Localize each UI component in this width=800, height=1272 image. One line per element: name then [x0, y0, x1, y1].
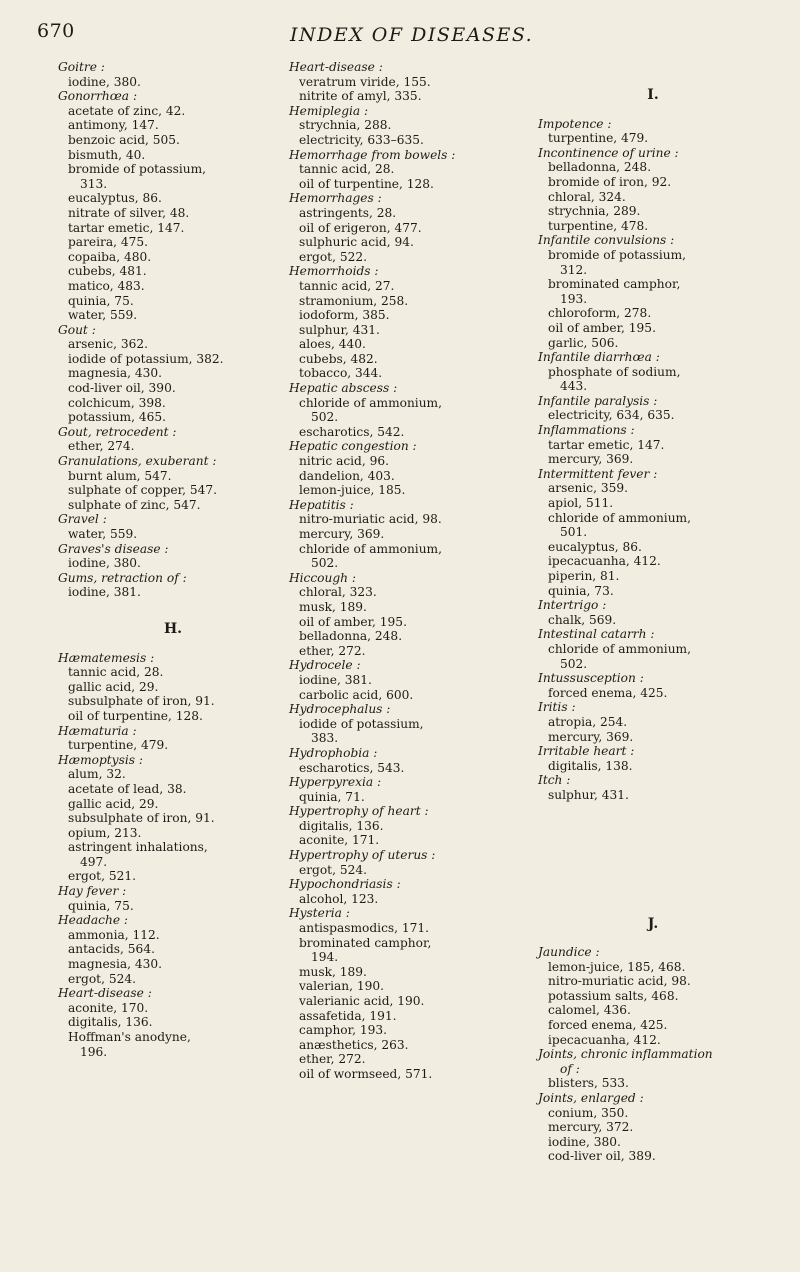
index-entry: aconite, 170.	[68, 1000, 149, 1015]
index-entry: tannic acid, 27.	[299, 278, 395, 293]
index-entry: antacids, 564.	[68, 942, 155, 957]
index-entry: forced enema, 425.	[548, 685, 668, 700]
index-heading: Hay fever :	[58, 884, 127, 899]
index-heading: Incontinence of urine :	[538, 145, 679, 160]
index-heading: Hypochondriasis :	[289, 877, 401, 892]
index-entry: ergot, 522.	[299, 249, 367, 264]
index-entry-continued: 194.	[311, 950, 339, 965]
index-entry: cubebs, 482.	[299, 351, 378, 366]
index-entry: apiol, 511.	[548, 496, 614, 511]
index-entry: musk, 189.	[299, 599, 367, 614]
index-entry-continued: 501.	[560, 525, 588, 540]
index-entry: ether, 272.	[299, 1052, 366, 1067]
index-heading: Infantile paralysis :	[538, 393, 658, 408]
index-entry: nitrite of amyl, 335.	[299, 89, 422, 104]
index-entry: matico, 483.	[68, 278, 145, 293]
index-entry: atropia, 254.	[548, 714, 628, 729]
index-column-3	[538, 60, 768, 1164]
index-heading: Heart-disease :	[289, 60, 383, 74]
index-entry: digitalis, 136.	[68, 1015, 153, 1030]
running-head: INDEX OF DISEASES.	[290, 24, 534, 46]
index-entry: dandelion, 403.	[299, 468, 395, 483]
index-entry: chloroform, 278.	[548, 306, 652, 321]
index-entry: colchicum, 398.	[68, 395, 166, 410]
index-entry: cod-liver oil, 390.	[68, 381, 176, 396]
index-entry-continued: 443.	[560, 379, 588, 394]
index-entry: iodine, 381.	[68, 585, 141, 600]
index-entry: sulphur, 431.	[299, 322, 380, 337]
index-entry: ammonia, 112.	[68, 927, 160, 942]
index-heading: Itch :	[538, 773, 571, 788]
index-heading: Hydrophobia :	[289, 745, 378, 760]
index-heading: Hepatic congestion :	[289, 439, 417, 454]
index-entry: iodine, 380.	[548, 1134, 621, 1149]
index-entry: tartar emetic, 147.	[548, 437, 665, 452]
index-entry-continued: 497.	[80, 854, 108, 869]
index-heading: Hiccough :	[289, 570, 356, 585]
index-entry: bromide of iron, 92.	[548, 174, 672, 189]
index-entry: acetate of lead, 38.	[68, 781, 187, 796]
index-heading: Hemorrhoids :	[289, 264, 379, 279]
index-heading: Hemorrhages :	[289, 191, 382, 206]
index-entry: potassium, 465.	[68, 410, 166, 425]
index-entry: veratrum viride, 155.	[299, 74, 431, 89]
index-entry: oil of amber, 195.	[299, 614, 407, 629]
index-heading: Hæmatemesis :	[58, 650, 155, 665]
index-heading: Hepatic abscess :	[289, 381, 398, 396]
index-entry: arsenic, 359.	[548, 481, 629, 496]
index-heading: Hemorrhage from bowels :	[289, 147, 456, 162]
section-letter: J.	[647, 915, 659, 932]
index-entry: forced enema, 425.	[548, 1018, 668, 1033]
index-entry: electricity, 634, 635.	[548, 408, 675, 423]
index-entry: lemon-juice, 185.	[299, 483, 406, 498]
index-entry-continued: 313.	[80, 176, 108, 191]
index-heading: Intestinal catarrh :	[538, 627, 655, 642]
index-entry: tannic acid, 28.	[299, 162, 395, 177]
index-entry: brominated camphor,	[548, 277, 681, 292]
index-entry-continued: 193.	[560, 291, 588, 306]
index-entry: subsulphate of iron, 91.	[68, 811, 215, 826]
index-entry: astringent inhalations,	[68, 840, 208, 855]
index-entry: bromide of potassium,	[68, 162, 207, 177]
index-heading: Hæmaturia :	[58, 723, 137, 738]
index-entry: iodoform, 385.	[299, 308, 390, 323]
index-entry: chloral, 324.	[548, 189, 626, 204]
index-heading: Impotence :	[538, 116, 612, 131]
index-entry: ether, 274.	[68, 439, 135, 454]
index-entry: nitro-muriatic acid, 98.	[548, 974, 691, 989]
index-entry: water, 559.	[68, 527, 138, 541]
index-entry: conium, 350.	[548, 1105, 629, 1120]
index-entry: ergot, 524.	[68, 971, 136, 986]
index-entry: chloral, 323.	[299, 585, 377, 600]
index-heading: Intussusception :	[538, 671, 644, 686]
index-heading: Hemiplegia :	[289, 103, 369, 118]
index-entry: garlic, 506.	[548, 335, 619, 350]
index-entry: water, 559.	[68, 308, 138, 323]
index-entry: nitrate of silver, 48.	[68, 205, 190, 220]
index-entry-continued: 502.	[560, 656, 588, 671]
index-entry: valerianic acid, 190.	[299, 994, 425, 1008]
index-entry: aconite, 171.	[299, 833, 380, 848]
index-entry: tobacco, 344.	[299, 366, 383, 381]
index-entry: chalk, 569.	[548, 612, 617, 627]
index-entry: oil of wormseed, 571.	[299, 1066, 433, 1081]
index-heading: Infantile diarrhœa :	[538, 350, 660, 365]
index-entry: lemon-juice, 185, 468.	[548, 959, 686, 974]
index-entry: ergot, 524.	[299, 862, 367, 877]
index-entry: mercury, 369.	[299, 527, 385, 541]
index-heading: Hæmoptysis :	[58, 752, 143, 767]
index-entry: mercury, 369.	[548, 729, 634, 744]
index-entry-continued: 196.	[80, 1044, 108, 1059]
index-entry: chloride of ammonium,	[299, 395, 442, 410]
index-heading: Gums, retraction of :	[58, 570, 187, 585]
index-heading: Hysteria :	[289, 906, 350, 921]
index-entry: chloride of ammonium,	[548, 641, 691, 656]
index-entry: iodine, 380.	[68, 556, 141, 571]
index-entry: eucalyptus, 86.	[548, 539, 642, 554]
index-entry: oil of turpentine, 128.	[299, 176, 434, 191]
index-column-1	[58, 60, 288, 1059]
index-entry: antimony, 147.	[68, 118, 159, 133]
index-entry: alcohol, 123.	[299, 891, 379, 906]
section-letter: I.	[647, 87, 659, 103]
index-entry: ether, 272.	[299, 643, 366, 658]
index-entry: iodine, 381.	[299, 672, 372, 687]
index-heading: Gonorrhœa :	[58, 89, 138, 104]
index-entry: turpentine, 479.	[548, 131, 649, 146]
index-entry: ipecacuanha, 412.	[548, 1032, 661, 1047]
index-entry: quinia, 75.	[68, 898, 134, 913]
index-entry: sulphur, 431.	[548, 787, 629, 802]
index-entry: iodide of potassium, 382.	[68, 351, 224, 366]
index-entry: copaiba, 480.	[68, 249, 152, 264]
index-entry: mercury, 369.	[548, 452, 634, 467]
index-entry-continued: 502.	[311, 410, 339, 425]
index-entry: mercury, 372.	[548, 1120, 634, 1135]
index-entry: Hoffman's anodyne,	[68, 1030, 191, 1044]
index-heading: Graves's disease :	[58, 541, 169, 556]
index-entry: pareira, 475.	[68, 235, 148, 250]
index-entry: quinia, 71.	[299, 789, 365, 804]
index-entry: quinia, 75.	[68, 293, 134, 308]
index-heading: Irritable heart :	[538, 744, 635, 759]
index-entry: antispasmodics, 171.	[299, 921, 430, 936]
index-entry: blisters, 533.	[548, 1076, 629, 1091]
index-entry: iodine, 380.	[68, 74, 141, 89]
index-entry: cod-liver oil, 389.	[548, 1149, 656, 1164]
index-entry: subsulphate of iron, 91.	[68, 694, 215, 709]
index-entry: camphor, 193.	[299, 1023, 388, 1038]
index-heading: Hyperpyrexia :	[289, 775, 382, 790]
index-entry: quinia, 73.	[548, 583, 614, 598]
index-entry: oil of erigeron, 477.	[299, 220, 422, 235]
index-entry: gallic acid, 29.	[68, 796, 159, 811]
index-entry: digitalis, 136.	[299, 818, 384, 833]
index-entry: iodide of potassium,	[299, 716, 424, 731]
index-entry: astringents, 28.	[299, 205, 397, 220]
index-entry: arsenic, 362.	[68, 337, 149, 352]
index-heading: Hydrocele :	[289, 658, 361, 673]
index-entry: digitalis, 138.	[548, 758, 633, 773]
index-entry: strychnia, 288.	[299, 118, 392, 133]
index-entry: sulphuric acid, 94.	[299, 235, 414, 250]
index-entry: belladonna, 248.	[548, 160, 652, 175]
index-heading: Joints, chronic inflammation	[538, 1047, 713, 1062]
index-entry: stramonium, 258.	[299, 293, 409, 308]
index-entry: cubebs, 481.	[68, 264, 147, 279]
index-entry: bromide of potassium,	[548, 247, 687, 262]
index-entry: brominated camphor,	[299, 935, 432, 950]
index-heading: Gout, retrocedent :	[58, 424, 177, 439]
index-entry: chloride of ammonium,	[548, 510, 691, 525]
index-entry: tannic acid, 28.	[68, 665, 164, 680]
index-entry: piperin, 81.	[548, 569, 620, 583]
index-entry-continued: 502.	[311, 556, 339, 571]
index-entry: bismuth, 40.	[68, 147, 146, 162]
column-gap	[538, 803, 768, 895]
index-entry: benzoic acid, 505.	[68, 132, 180, 147]
index-entry: nitro-muriatic acid, 98.	[299, 512, 442, 527]
index-entry: escharotics, 542.	[299, 424, 405, 439]
index-heading: Hydrocephalus :	[289, 702, 391, 717]
index-entry-continued: 383.	[311, 731, 339, 746]
index-entry: eucalyptus, 86.	[68, 191, 162, 206]
index-entry: ipecacuanha, 412.	[548, 554, 661, 569]
index-entry: belladonna, 248.	[299, 629, 403, 644]
index-column-2	[289, 60, 527, 1082]
section-letter: H.	[163, 620, 183, 637]
index-entry: turpentine, 479.	[68, 738, 169, 753]
index-heading: Hypertrophy of heart :	[289, 804, 429, 819]
index-entry: tartar emetic, 147.	[68, 220, 185, 235]
index-heading: Heart-disease :	[58, 986, 152, 1001]
index-entry: gallic acid, 29.	[68, 679, 159, 694]
index-heading: Intertrigo :	[538, 598, 607, 613]
index-heading: Gravel :	[58, 512, 107, 527]
index-heading: Hepatitis :	[289, 497, 354, 512]
index-entry: turpentine, 478.	[548, 218, 649, 233]
index-entry: alum, 32.	[68, 767, 126, 782]
index-heading: Gout :	[58, 322, 96, 337]
index-entry: ergot, 521.	[68, 869, 136, 884]
index-heading: Intermittent fever :	[538, 466, 658, 481]
index-entry: oil of amber, 195.	[548, 320, 656, 335]
index-entry: anæsthetics, 263.	[299, 1037, 409, 1052]
index-heading: Inflammations :	[538, 423, 635, 438]
index-entry: calomel, 436.	[548, 1003, 631, 1018]
index-entry: musk, 189.	[299, 964, 367, 979]
index-entry: assafetida, 191.	[299, 1008, 397, 1023]
index-heading: Goitre :	[58, 60, 105, 74]
index-entry: chloride of ammonium,	[299, 541, 442, 556]
index-heading: Hypertrophy of uterus :	[289, 848, 436, 863]
index-entry: magnesia, 430.	[68, 366, 162, 381]
index-heading: Granulations, exuberant :	[58, 454, 217, 469]
index-entry: nitric acid, 96.	[299, 454, 389, 469]
page-number: 670	[37, 20, 75, 42]
index-entry-continued: 312.	[560, 262, 588, 277]
index-entry: opium, 213.	[68, 825, 142, 840]
index-entry: sulphate of copper, 547.	[68, 483, 217, 498]
index-entry: sulphate of zinc, 547.	[68, 497, 201, 512]
index-entry: oil of turpentine, 128.	[68, 708, 203, 723]
index-entry: valerian, 190.	[299, 979, 384, 994]
index-entry: strychnia, 289.	[548, 204, 641, 219]
index-entry: magnesia, 430.	[68, 957, 162, 972]
index-entry: phosphate of sodium,	[548, 364, 681, 379]
index-entry: electricity, 633–635.	[299, 132, 424, 147]
index-entry: acetate of zinc, 42.	[68, 103, 186, 118]
index-entry: burnt alum, 547.	[68, 468, 172, 483]
index-heading: Joints, enlarged :	[538, 1091, 644, 1106]
index-heading-continued: of :	[560, 1061, 580, 1076]
index-heading: Headache :	[58, 913, 129, 928]
index-entry: potassium salts, 468.	[548, 988, 679, 1003]
index-heading: Iritis :	[538, 700, 576, 715]
index-heading: Jaundice :	[538, 945, 600, 960]
index-entry: aloes, 440.	[299, 337, 366, 352]
index-entry: escharotics, 543.	[299, 760, 405, 775]
index-entry: carbolic acid, 600.	[299, 687, 414, 702]
index-heading: Infantile convulsions :	[538, 233, 675, 248]
